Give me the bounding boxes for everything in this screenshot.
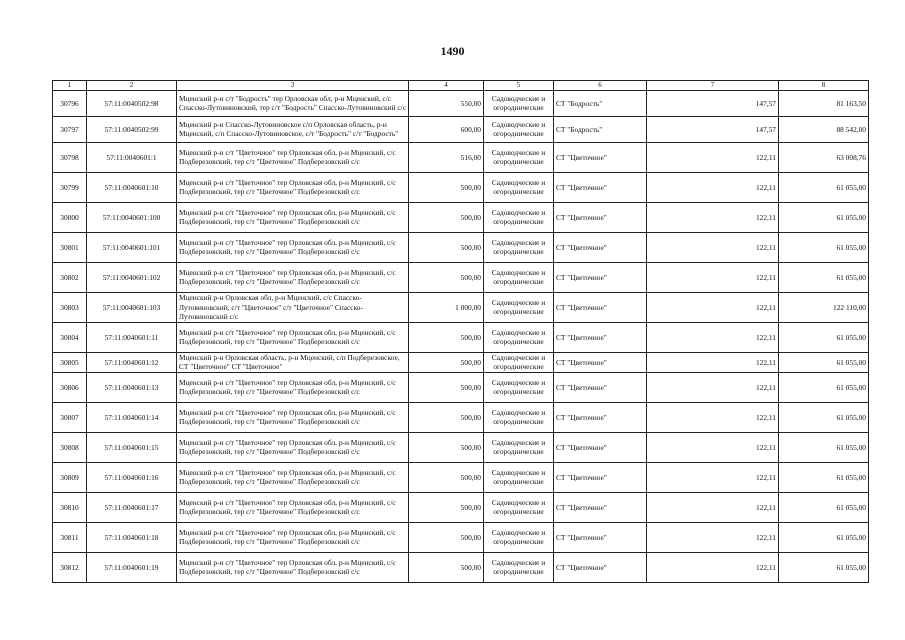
cadastral-value-cell: 61 055,00 bbox=[779, 322, 869, 352]
row-number: 30800 bbox=[53, 202, 87, 232]
header-row bbox=[53, 81, 869, 91]
land-use-category: Садоводческие и огороднические bbox=[484, 232, 554, 262]
land-use-category: Садоводческие и огороднические bbox=[484, 492, 554, 522]
cadastral-number: 57:11:0040601:12 bbox=[87, 352, 177, 372]
address-cell: Мценский р-н с/т "Цветочное" тер Орловская обл, р-н Мценский, с/с Подберезовский, тер с/т "Цветочное" Подберезовский с/с bbox=[177, 432, 409, 462]
organization-cell: СТ "Цветочное" bbox=[554, 492, 647, 522]
land-use-category: Садоводческие и огороднические bbox=[484, 322, 554, 352]
table-row bbox=[53, 322, 869, 352]
cadastral-number: 57:11:0040601:19 bbox=[87, 552, 177, 582]
table-row bbox=[53, 90, 869, 116]
cadastral-number: 57:11:0040601:100 bbox=[87, 202, 177, 232]
cadastral-value-cell: 61 055,00 bbox=[779, 232, 869, 262]
column-header: 3 bbox=[177, 81, 409, 91]
cadastral-number: 57:11:0040601:10 bbox=[87, 172, 177, 202]
table-row bbox=[53, 522, 869, 552]
land-use-category: Садоводческие и огороднические bbox=[484, 552, 554, 582]
address-cell: Мценский р-н Орловская область, р-н Мценский, с/п Подберезовское, СТ "Цветочное" СТ "Цветочное" bbox=[177, 352, 409, 372]
page-number: 1490 bbox=[440, 44, 465, 58]
column-header: 5 bbox=[484, 81, 554, 91]
cadastral-value-cell: 61 055,00 bbox=[779, 492, 869, 522]
unit-value-cell: 122,11 bbox=[647, 432, 779, 462]
cadastral-value-cell: 81 163,50 bbox=[779, 90, 869, 116]
land-use-category: Садоводческие и огороднические bbox=[484, 372, 554, 402]
cadastral-number: 57:11:0040601:102 bbox=[87, 262, 177, 292]
table-row bbox=[53, 292, 869, 322]
address-cell: Мценский р-н с/т "Цветочное" тер Орловская обл, р-н Мценский, с/с Подберезовский, тер с/т "Цветочное" Подберезовский с/с bbox=[177, 372, 409, 402]
row-number: 30806 bbox=[53, 372, 87, 402]
cadastral-number: 57:11:0040601:1 bbox=[87, 142, 177, 172]
land-use-category: Садоводческие и огороднические bbox=[484, 462, 554, 492]
land-use-category: Садоводческие и огороднические bbox=[484, 402, 554, 432]
column-header: 4 bbox=[409, 81, 484, 91]
table-row bbox=[53, 432, 869, 462]
row-number: 30802 bbox=[53, 262, 87, 292]
address-cell: Мценский р-н с/т "Бодрость" тер Орловская обл, р-н Мценский, с/с Спасско-Лутовиновский, тер с/т "Бодрость" Спасско-Лутовиновский с/с bbox=[177, 90, 409, 116]
cadastral-value-cell: 61 055,00 bbox=[779, 522, 869, 552]
unit-value-cell: 122,11 bbox=[647, 202, 779, 232]
area-cell: 500,00 bbox=[409, 322, 484, 352]
address-cell: Мценский р-н с/т "Цветочное" тер Орловская обл, р-н Мценский, с/с Подберезовский, тер с/т "Цветочное" Подберезовский с/с bbox=[177, 322, 409, 352]
row-number: 30803 bbox=[53, 292, 87, 322]
row-number: 30804 bbox=[53, 322, 87, 352]
row-number: 30807 bbox=[53, 402, 87, 432]
organization-cell: СТ "Цветочное" bbox=[554, 372, 647, 402]
cadastral-number: 57:11:0040601:13 bbox=[87, 372, 177, 402]
unit-value-cell: 122,11 bbox=[647, 402, 779, 432]
area-cell: 500,00 bbox=[409, 402, 484, 432]
table-row bbox=[53, 402, 869, 432]
table-row bbox=[53, 172, 869, 202]
table-row bbox=[53, 202, 869, 232]
cadastral-value-cell: 63 008,76 bbox=[779, 142, 869, 172]
organization-cell: СТ "Цветочное" bbox=[554, 462, 647, 492]
cadastral-number: 57:11:0040601:103 bbox=[87, 292, 177, 322]
table-row bbox=[53, 372, 869, 402]
address-cell: Мценский р-н с/т "Цветочное" тер Орловская обл, р-н Мценский, с/с Подберезовский, тер с/т "Цветочное" Подберезовский с/с bbox=[177, 462, 409, 492]
land-use-category: Садоводческие и огороднические bbox=[484, 352, 554, 372]
table-row bbox=[53, 462, 869, 492]
organization-cell: СТ "Цветочное" bbox=[554, 202, 647, 232]
address-cell: Мценский р-н с/т "Цветочное" тер Орловская обл, р-н Мценский, с/с Подберезовский, тер с/т "Цветочное" Подберезовский с/с bbox=[177, 202, 409, 232]
unit-value-cell: 147,57 bbox=[647, 116, 779, 142]
land-use-category: Садоводческие и огороднические bbox=[484, 292, 554, 322]
organization-cell: СТ "Цветочное" bbox=[554, 552, 647, 582]
address-cell: Мценский р-н с/т "Цветочное" тер Орловская обл, р-н Мценский, с/с Подберезовский, тер с/т "Цветочное" Подберезовский с/с bbox=[177, 522, 409, 552]
unit-value-cell: 122,11 bbox=[647, 262, 779, 292]
area-cell: 500,00 bbox=[409, 462, 484, 492]
organization-cell: СТ "Цветочное" bbox=[554, 352, 647, 372]
row-number: 30796 bbox=[53, 90, 87, 116]
cadastral-number: 57:11:0040601:15 bbox=[87, 432, 177, 462]
unit-value-cell: 122,11 bbox=[647, 552, 779, 582]
area-cell: 500,00 bbox=[409, 262, 484, 292]
table-row bbox=[53, 492, 869, 522]
unit-value-cell: 122,11 bbox=[647, 172, 779, 202]
address-cell: Мценский р-н с/т "Цветочное" тер Орловская обл, р-н Мценский, с/с Подберезовский, тер с/т "Цветочное" Подберезовский с/с bbox=[177, 402, 409, 432]
unit-value-cell: 122,11 bbox=[647, 462, 779, 492]
column-header: 7 bbox=[647, 81, 779, 91]
address-cell: Мценский р-н с/т "Цветочное" тер Орловская обл, р-н Мценский, с/с Подберезовский, тер с/т "Цветочное" Подберезовский с/с bbox=[177, 552, 409, 582]
area-cell: 500,00 bbox=[409, 492, 484, 522]
organization-cell: СТ "Цветочное" bbox=[554, 322, 647, 352]
land-use-category: Садоводческие и огороднические bbox=[484, 90, 554, 116]
cadastral-value-cell: 61 055,00 bbox=[779, 352, 869, 372]
cadastral-number: 57:11:0040601:16 bbox=[87, 462, 177, 492]
land-use-category: Садоводческие и огороднические bbox=[484, 172, 554, 202]
cadastral-number: 57:11:0040601:18 bbox=[87, 522, 177, 552]
row-number: 30798 bbox=[53, 142, 87, 172]
table-row bbox=[53, 232, 869, 262]
area-cell: 516,00 bbox=[409, 142, 484, 172]
cadastral-value-cell: 88 542,00 bbox=[779, 116, 869, 142]
cadastral-number: 57:11:0040601:11 bbox=[87, 322, 177, 352]
unit-value-cell: 122,11 bbox=[647, 322, 779, 352]
organization-cell: СТ "Цветочное" bbox=[554, 262, 647, 292]
cadastral-number: 57:11:0040502:99 bbox=[87, 116, 177, 142]
area-cell: 500,00 bbox=[409, 352, 484, 372]
organization-cell: СТ "Цветочное" bbox=[554, 522, 647, 552]
unit-value-cell: 122,11 bbox=[647, 352, 779, 372]
area-cell: 500,00 bbox=[409, 232, 484, 262]
row-number: 30810 bbox=[53, 492, 87, 522]
cadastral-number: 57:11:0040601:101 bbox=[87, 232, 177, 262]
row-number: 30797 bbox=[53, 116, 87, 142]
address-cell: Мценский р-н с/т "Цветочное" тер Орловская обл, р-н Мценский, с/с Подберезовский, тер с/т "Цветочное" Подберезовский с/с bbox=[177, 142, 409, 172]
organization-cell: СТ "Цветочное" bbox=[554, 142, 647, 172]
area-cell: 550,00 bbox=[409, 90, 484, 116]
area-cell: 500,00 bbox=[409, 172, 484, 202]
area-cell: 500,00 bbox=[409, 202, 484, 232]
column-header: 6 bbox=[554, 81, 647, 91]
address-cell: Мценский р-н с/т "Цветочное" тер Орловская обл, р-н Мценский, с/с Подберезовский, тер с/т "Цветочное" Подберезовский с/с bbox=[177, 232, 409, 262]
cadastral-value-cell: 61 055,00 bbox=[779, 432, 869, 462]
land-use-category: Садоводческие и огороднические bbox=[484, 432, 554, 462]
unit-value-cell: 122,11 bbox=[647, 372, 779, 402]
row-number: 30799 bbox=[53, 172, 87, 202]
cadastral-value-cell: 61 055,00 bbox=[779, 172, 869, 202]
area-cell: 500,00 bbox=[409, 552, 484, 582]
cadastral-value-cell: 61 055,00 bbox=[779, 262, 869, 292]
cadastral-value-cell: 61 055,00 bbox=[779, 202, 869, 232]
address-cell: Мценский р-н с/т "Цветочное" тер Орловская обл, р-н Мценский, с/с Подберезовский, тер с/т "Цветочное" Подберезовский с/с bbox=[177, 492, 409, 522]
address-cell: Мценский р-н с/т "Цветочное" тер Орловская обл, р-н Мценский, с/с Подберезовский, тер с/т "Цветочное" Подберезовский с/с bbox=[177, 172, 409, 202]
cadastral-number: 57:11:0040601:17 bbox=[87, 492, 177, 522]
row-number: 30801 bbox=[53, 232, 87, 262]
cadastral-value-cell: 122 110,00 bbox=[779, 292, 869, 322]
cadastral-number: 57:11:0040502:98 bbox=[87, 90, 177, 116]
address-cell: Мценский р-н Орловская обл, р-н Мценский, с/с Спасско-Лутовиновский, с/т "Цветочное" с/т "Цветочное" Спасско-Лутовиновский с/с bbox=[177, 292, 409, 322]
cadastral-value-cell: 61 055,00 bbox=[779, 372, 869, 402]
address-cell: Мценский р-н Спасско-Лутовиновское с/п Орловская область, р-н Мценский, с/п Спасско-Лутовиновское, с/т "Бодрость" с/т "Бодрость" bbox=[177, 116, 409, 142]
organization-cell: СТ "Бодрость" bbox=[554, 90, 647, 116]
land-use-category: Садоводческие и огороднические bbox=[484, 522, 554, 552]
column-header: 1 bbox=[53, 81, 87, 91]
table-row bbox=[53, 352, 869, 372]
row-number: 30812 bbox=[53, 552, 87, 582]
area-cell: 600,00 bbox=[409, 116, 484, 142]
table-row bbox=[53, 552, 869, 582]
cadastral-value-cell: 61 055,00 bbox=[779, 462, 869, 492]
unit-value-cell: 122,11 bbox=[647, 492, 779, 522]
unit-value-cell: 122,11 bbox=[647, 292, 779, 322]
land-use-category: Садоводческие и огороднические bbox=[484, 142, 554, 172]
area-cell: 500,00 bbox=[409, 432, 484, 462]
organization-cell: СТ "Цветочное" bbox=[554, 172, 647, 202]
row-number: 30808 bbox=[53, 432, 87, 462]
land-use-category: Садоводческие и огороднические bbox=[484, 262, 554, 292]
organization-cell: СТ "Цветочное" bbox=[554, 232, 647, 262]
table-row bbox=[53, 116, 869, 142]
unit-value-cell: 147,57 bbox=[647, 90, 779, 116]
cadastral-number: 57:11:0040601:14 bbox=[87, 402, 177, 432]
area-cell: 500,00 bbox=[409, 372, 484, 402]
land-registry-table bbox=[52, 80, 869, 583]
row-number: 30809 bbox=[53, 462, 87, 492]
table-row bbox=[53, 142, 869, 172]
organization-cell: СТ "Цветочное" bbox=[554, 432, 647, 462]
organization-cell: СТ "Бодрость" bbox=[554, 116, 647, 142]
column-header: 2 bbox=[87, 81, 177, 91]
area-cell: 500,00 bbox=[409, 522, 484, 552]
table-row bbox=[53, 262, 869, 292]
address-cell: Мценский р-н с/т "Цветочное" тер Орловская обл, р-н Мценский, с/с Подберезовский, тер с/т "Цветочное" Подберезовский с/с bbox=[177, 262, 409, 292]
organization-cell: СТ "Цветочное" bbox=[554, 402, 647, 432]
row-number: 30805 bbox=[53, 352, 87, 372]
land-use-category: Садоводческие и огороднические bbox=[484, 202, 554, 232]
cadastral-value-cell: 61 055,00 bbox=[779, 552, 869, 582]
organization-cell: СТ "Цветочное" bbox=[554, 292, 647, 322]
area-cell: 1 000,00 bbox=[409, 292, 484, 322]
cadastral-value-cell: 61 055,00 bbox=[779, 402, 869, 432]
unit-value-cell: 122,11 bbox=[647, 522, 779, 552]
unit-value-cell: 122,11 bbox=[647, 142, 779, 172]
row-number: 30811 bbox=[53, 522, 87, 552]
land-use-category: Садоводческие и огороднические bbox=[484, 116, 554, 142]
column-header: 8 bbox=[779, 81, 869, 91]
unit-value-cell: 122,11 bbox=[647, 232, 779, 262]
